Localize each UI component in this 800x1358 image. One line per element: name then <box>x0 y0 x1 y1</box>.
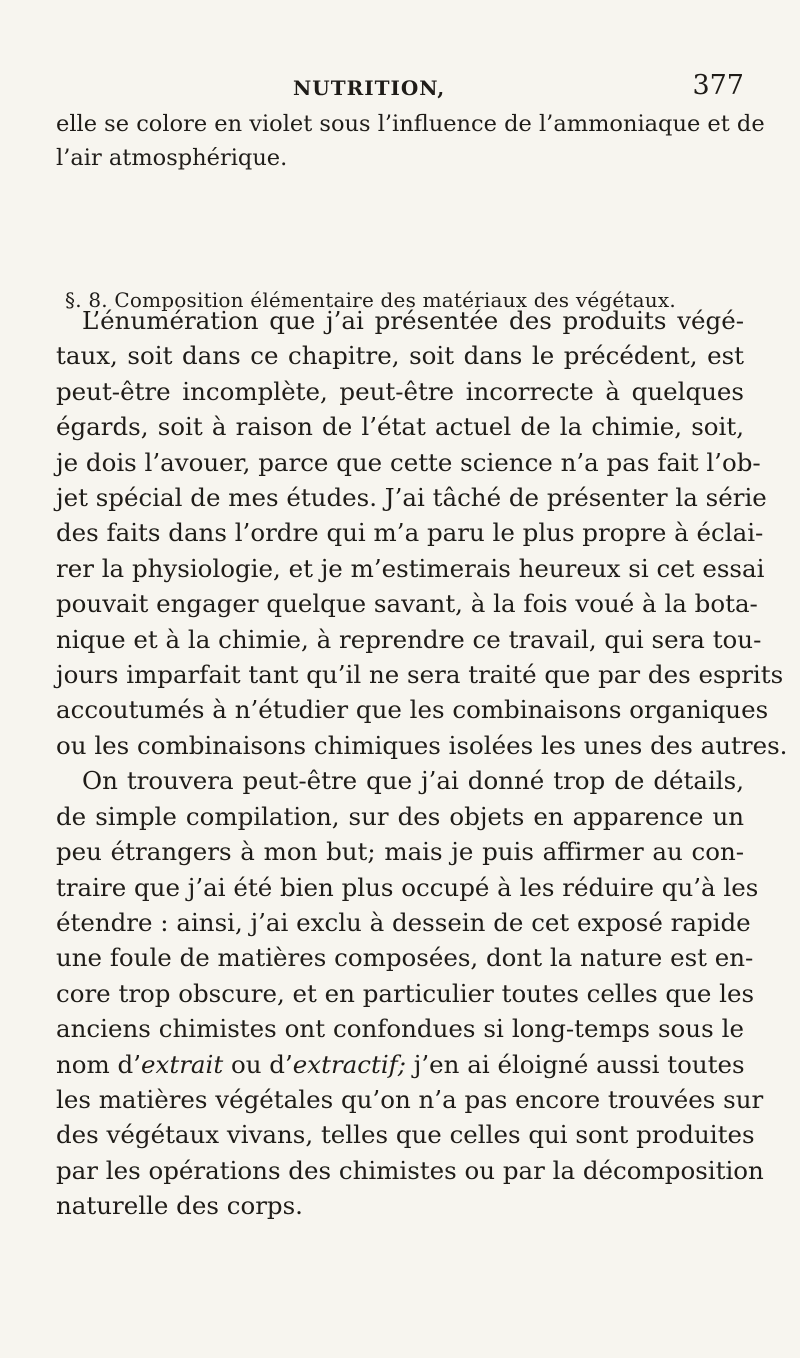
paragraph-line: L’énumération que j’ai présentée des produits végé- <box>82 306 744 335</box>
paragraph-line: traire que j’ai été bien plus occupé à les réduire qu’à les <box>56 872 759 902</box>
opening-line: l’air atmosphérique. <box>56 144 288 171</box>
paragraph-line: naturelle des corps. <box>56 1191 303 1221</box>
section-heading: §. 8. Composition élémentaire des matériaux des végétaux. <box>65 288 676 312</box>
text-fragment: j’en ai éloigné aussi toutes <box>406 1049 745 1079</box>
paragraph-line: peut-être incomplète, peut-être incorrecte à quelques <box>56 376 744 406</box>
paragraph-line: taux, soit dans ce chapitre, soit dans le précédent, est <box>56 341 744 371</box>
page-number: 377 <box>692 70 744 101</box>
paragraph-line: étendre : ainsi, j’ai exclu à dessein de cet exposé rapide <box>56 907 751 937</box>
italic-term: extrait <box>141 1049 224 1079</box>
paragraph-line: par les opérations des chimistes ou par la décomposition <box>56 1155 764 1185</box>
text-fragment: nom d’ <box>56 1049 142 1079</box>
opening-text <box>56 108 765 175</box>
paragraph-line: je dois l’avouer, parce que cette science n’a pas fait l’ob- <box>56 447 761 477</box>
paragraph-line: core trop obscure, et en particulier toutes celles que les <box>56 978 755 1008</box>
paragraph-line: accoutumés à n’étudier que les combinaisons organiques <box>56 695 769 725</box>
paragraph-line: jours imparfait tant qu’il ne sera traité que par des esprits <box>56 660 784 690</box>
paragraph-line: On trouvera peut-être que j’ai donné trop de détails, <box>82 766 744 796</box>
paragraph-line: égards, soit à raison de l’état actuel de la chimie, soit, <box>56 412 744 442</box>
italic-term: extractif; <box>292 1049 406 1079</box>
paragraph-line: rer la physiologie, et je m’estimerais heureux si cet essai <box>56 553 765 583</box>
paragraph-line: nique et à la chimie, à reprendre ce travail, qui sera tou- <box>56 624 762 654</box>
paragraph-line-with-italics <box>56 1047 744 1082</box>
paragraph-line: les matières végétales qu’on n’a pas encore trouvées sur <box>56 1084 764 1114</box>
paragraph-line: pouvait engager quelque savant, à la fois voué à la bota- <box>56 589 758 619</box>
paragraph-line: des végétaux vivans, telles que celles qui sont produites <box>56 1120 755 1150</box>
paragraph-line: des faits dans l’ordre qui m’a paru le plus propre à éclai- <box>56 518 764 548</box>
text-fragment: ou d’ <box>223 1049 293 1079</box>
paragraph-line: jet spécial de mes études. J’ai tâché de présenter la série <box>56 483 767 513</box>
paragraph-line: ou les combinaisons chimiques isolées les unes des autres. <box>56 730 788 760</box>
paragraph-line: peu étrangers à mon but; mais je puis affirmer au con- <box>56 837 744 867</box>
paragraph-line: une foule de matières composées, dont la nature est en- <box>56 943 754 973</box>
main-text <box>56 303 788 1224</box>
running-head <box>56 70 744 108</box>
opening-line: elle se colore en violet sous l’influence de l’ammoniaque et de <box>56 111 765 137</box>
paragraph-line: anciens chimistes ont confondues si long-temps sous le <box>56 1014 744 1044</box>
running-title: NUTRITION, <box>293 76 446 100</box>
paragraph-line: de simple compilation, sur des objets en apparence un <box>56 801 744 831</box>
